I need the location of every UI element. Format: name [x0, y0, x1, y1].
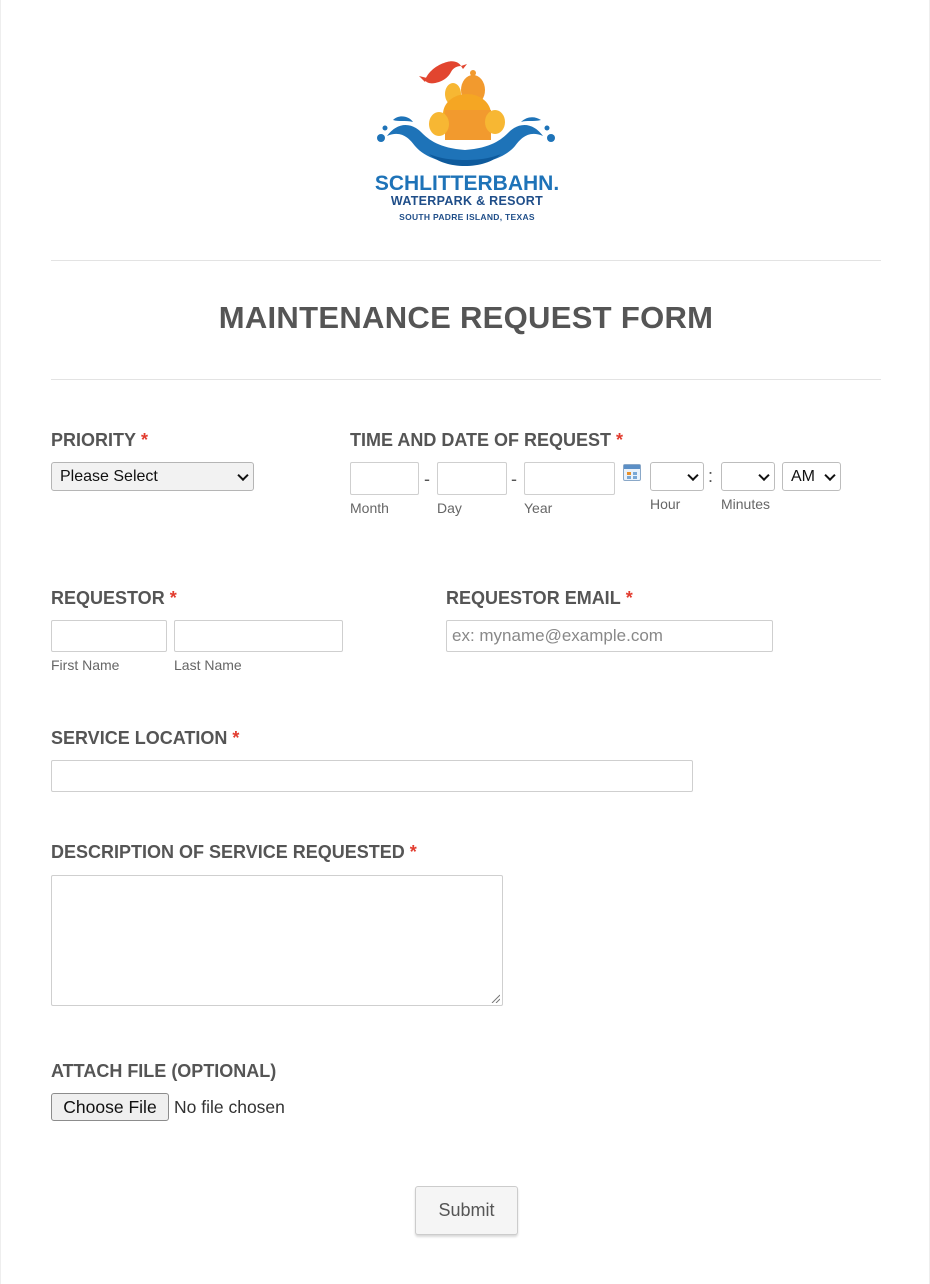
date-separator: -	[424, 469, 430, 489]
time-separator: :	[708, 466, 714, 486]
minutes-select[interactable]	[721, 462, 775, 491]
file-status-text: No file chosen	[174, 1097, 285, 1117]
title-divider	[51, 379, 881, 380]
chevron-down-icon	[237, 469, 248, 480]
day-sublabel: Day	[437, 500, 462, 516]
description-label: DESCRIPTION OF SERVICE REQUESTED *	[51, 842, 417, 862]
logo-brand-name: SCHLITTERBAHN.	[374, 172, 560, 195]
chevron-down-icon	[824, 469, 835, 480]
header-divider	[51, 260, 881, 261]
date-separator: -	[511, 469, 517, 489]
attach-file-label: ATTACH FILE (OPTIONAL)	[51, 1061, 277, 1081]
required-marker: *	[141, 430, 149, 450]
calendar-icon[interactable]	[623, 464, 641, 481]
first-name-sublabel: First Name	[51, 657, 120, 673]
month-input[interactable]	[350, 462, 419, 495]
logo-location: SOUTH PADRE ISLAND, TEXAS	[399, 212, 535, 222]
description-wrapper	[51, 875, 503, 1006]
logo-subtitle: WATERPARK & RESORT	[390, 194, 544, 208]
required-marker: *	[409, 842, 417, 862]
resize-grip-icon[interactable]	[491, 994, 500, 1003]
year-sublabel: Year	[524, 500, 553, 516]
required-marker: *	[616, 430, 624, 450]
choose-file-button[interactable]: Choose File	[51, 1093, 169, 1121]
priority-label: PRIORITY *	[51, 430, 149, 450]
description-textarea[interactable]	[51, 875, 503, 1006]
hour-select[interactable]	[650, 462, 704, 491]
required-marker: *	[625, 588, 633, 608]
last-name-input[interactable]	[174, 620, 343, 652]
year-input[interactable]	[524, 462, 615, 495]
schlitterbahn-logo	[369, 58, 565, 228]
first-name-input[interactable]	[51, 620, 167, 652]
priority-selected-value: Please Select	[60, 467, 158, 485]
requestor-label: REQUESTOR *	[51, 588, 177, 608]
email-input[interactable]	[446, 620, 773, 652]
priority-select[interactable]	[51, 462, 254, 491]
day-input[interactable]	[437, 462, 507, 495]
form-title: MAINTENANCE REQUEST FORM	[218, 300, 714, 335]
minutes-sublabel: Minutes	[721, 496, 771, 512]
submit-button[interactable]: Submit	[415, 1186, 518, 1235]
datetime-label: TIME AND DATE OF REQUEST *	[350, 430, 624, 450]
service-location-input[interactable]	[51, 760, 693, 792]
chevron-down-icon	[758, 469, 769, 480]
required-marker: *	[169, 588, 177, 608]
ampm-selected-value: AM	[791, 467, 815, 485]
required-marker: *	[232, 728, 240, 748]
logo-emblem-icon	[369, 58, 565, 170]
last-name-sublabel: Last Name	[174, 657, 242, 673]
month-sublabel: Month	[350, 500, 389, 516]
chevron-down-icon	[687, 469, 698, 480]
hour-sublabel: Hour	[650, 496, 681, 512]
service-location-label: SERVICE LOCATION *	[51, 728, 240, 748]
email-label: REQUESTOR EMAIL *	[446, 588, 633, 608]
ampm-select[interactable]	[782, 462, 841, 491]
